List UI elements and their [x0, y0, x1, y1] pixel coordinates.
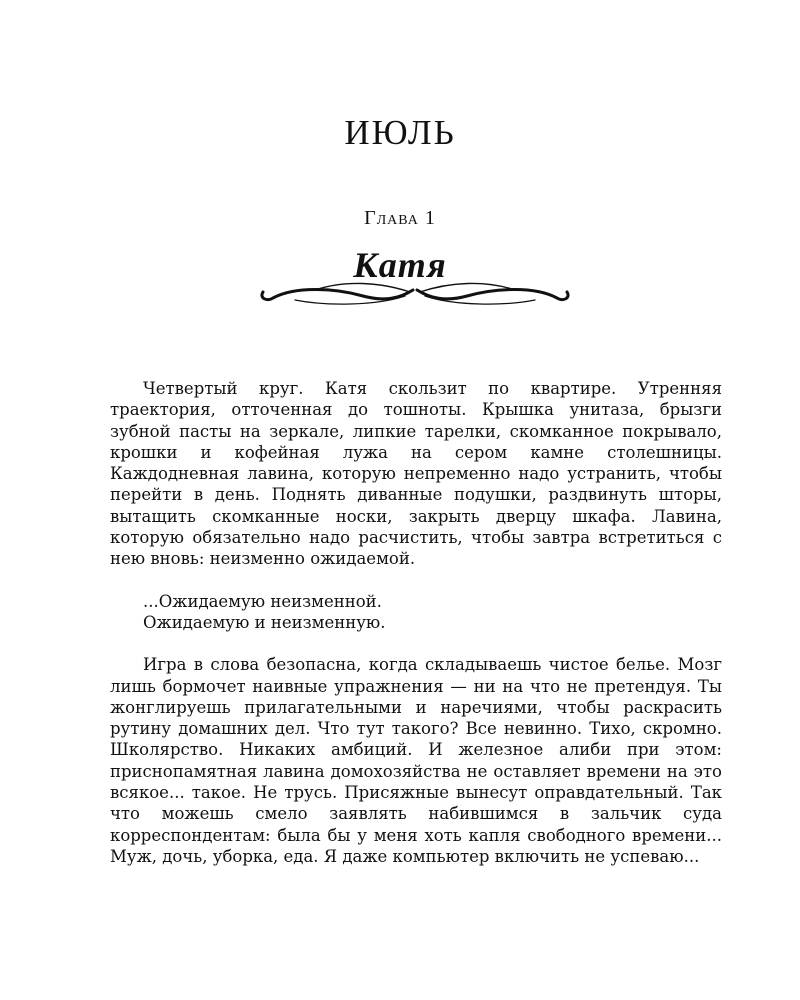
paragraph: Игра в слова безопасна, когда складываешь чистое белье. Мозг лишь бормочет наивные упражнения — ни на что не претендуя. Ты жонглируешь прилагательными и наречиями, чтобы раскрасить рутину домашних дел. Что тут такого? Все невинно. Тихо, скромно. Школярство. Никаких амбиций. И железное алиби при этом: приснопамятная лавина домохозяйства не оставляет времени на это всякое... такое. Не трусь. Присяжные вынесут оправдательный. Так что можешь смело заявлять набившимся в зальчик суда корреспондентам: была бы у меня хоть капля свободного времени... Муж, дочь, уборка, еда. Я даже компьютер включить не успеваю... [110, 655, 722, 866]
chapter-number: 1 [424, 207, 436, 229]
body-text [110, 378, 722, 867]
paragraph: ...Ожидаемую неизменной. [143, 591, 382, 611]
chapter-heading [0, 207, 800, 230]
chapter-name: Катя [353, 245, 447, 285]
chapter-label: Глава [364, 207, 419, 229]
ornament-flourish-icon [255, 276, 575, 316]
month-title: ИЮЛЬ [344, 113, 456, 152]
paragraph: Ожидаемую и неизменную. [143, 612, 386, 632]
paragraph: Четвертый круг. Катя скользит по квартире. Утренняя траектория, отточенная до тошноты. Крышка унитаза, брызги зубной пасты на зеркале, липкие тарелки, скомканное покрывало, крошки и кофейная лужа на сером камне столешницы. Каждодневная лавина, которую непременно надо устранить, чтобы перейти в день. Поднять диванные подушки, раздвинуть шторы, вытащить скомканные носки, закрыть дверцу шкафа. Лавина, которую обязательно надо расчистить, чтобы завтра встретиться с нею вновь: неизменно ожидаемой. [110, 379, 722, 569]
